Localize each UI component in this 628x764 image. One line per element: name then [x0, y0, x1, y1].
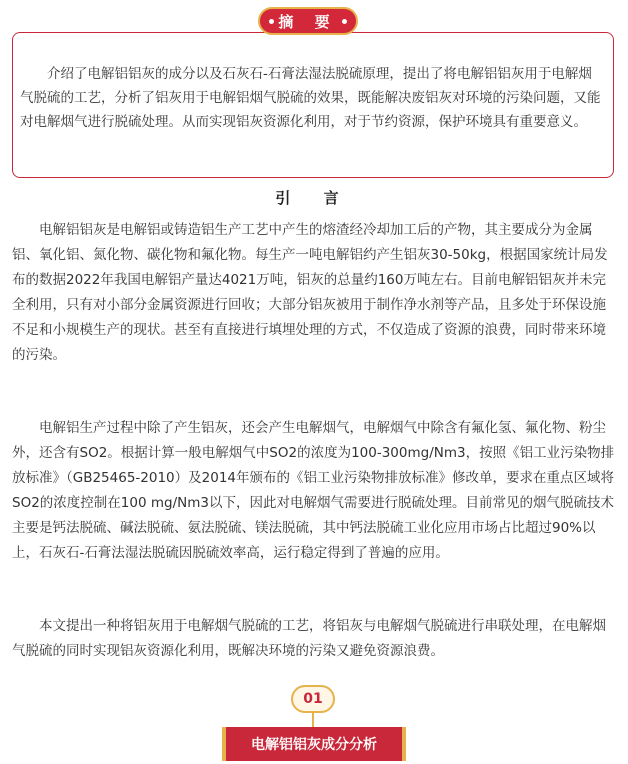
- intro-paragraph-2: 电解铝生产过程中除了产生铝灰，还会产生电解烟气，电解烟气中除含有氟化氢、氟化物、粉尘外，还含有SO2。根据计算一般电解烟气中SO2的浓度为100-300mg/Nm3，按照《铝工业污染物排放标准》（GB25465-2010）及2014年颁布的《铝工业污染物排放标准》修改单，要求在重点区域将SO2的浓度控制在100 mg/Nm3以下，因此对电解烟气需要进行脱硫处理。目前常见的烟气脱硫技术主要是钙法脱硫、碱法脱硫、氨法脱硫、镁法脱硫，其中钙法脱硫工业化应用市场占比超过90%以上，石灰石-石膏法湿法脱硫因脱硫效率高，运行稳定得到了普遍的应用。: [12, 420, 615, 561]
- badge-dot-left: [269, 19, 274, 24]
- intro-paragraph-1: 电解铝铝灰是电解铝或铸造铝生产工艺中产生的熔渣经冷却加工后的产物，其主要成分为金属铝、氧化铝、氮化物、碳化物和氟化物。每生产一吨电解铝约产生铝灰30-50kg，根据国家统计局发布的数据2022年我国电解铝产量达4021万吨，铝灰的总量约160万吨左右。目前电解铝铝灰并未完全利用，只有对小部分金属资源进行回收；大部分铝灰被用于制作净水剂等产品，且多处于环保设施不足和小规模生产的现状。甚至有直接进行填埋处理的方式，不仅造成了资源的浪费，同时带来环境的污染。: [12, 222, 608, 363]
- abstract-text: 介绍了电解铝铝灰的成分以及石灰石-石膏法湿法脱硫原理，提出了将电解铝铝灰用于电解烟气脱硫的工艺，分析了铝灰用于电解铝烟气脱硫的效果，既能解决废铝灰对环境的污染问题，又能对电解烟气进行脱硫处理。从而实现铝灰资源化利用，对于节约资源，保护环境具有重要意义。: [20, 66, 601, 130]
- section-number-connector: [312, 713, 314, 727]
- abstract-badge-label: 摘 要: [278, 12, 338, 31]
- section-title-banner: 电解铝铝灰成分分析: [222, 727, 406, 761]
- badge-dot-right: [342, 19, 347, 24]
- section-number-badge: 01: [291, 685, 335, 713]
- abstract-badge: [258, 7, 358, 35]
- intro-paragraph-3: 本文提出一种将铝灰用于电解烟气脱硫的工艺，将铝灰与电解烟气脱硫进行串联处理，在电解烟气脱硫的同时实现铝灰资源化利用，既解决环境的污染又避免资源浪费。: [12, 618, 606, 659]
- introduction-heading: 引 言: [275, 189, 353, 207]
